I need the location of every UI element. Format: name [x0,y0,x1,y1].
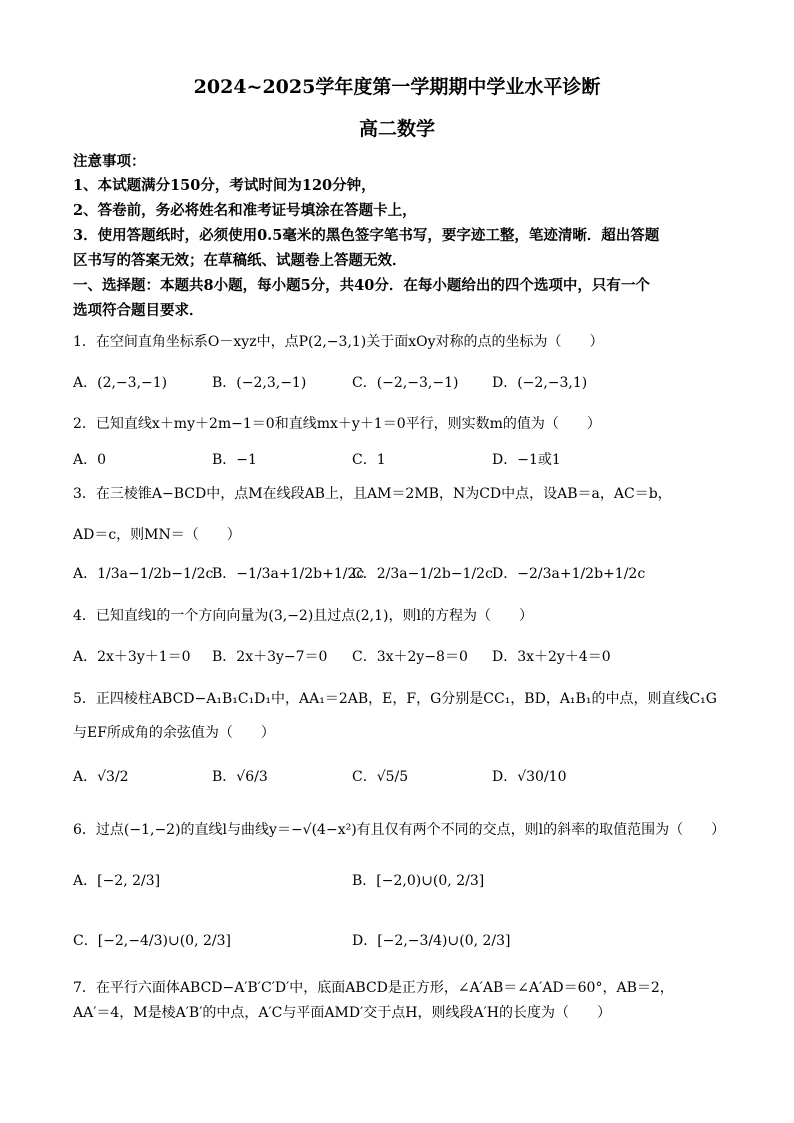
q2-option-c: C．1 [352,452,386,468]
q1-option-b: B．(−2,3,−1) [212,375,307,391]
q2-option-d: D．−1或1 [492,452,561,468]
q4-option-c: C．3x＋2y−8＝0 [352,649,468,665]
exam-subtitle: 高二数学 [358,118,435,140]
notes-item-2: 2、答卷前，务必将姓名和准考证号填涂在答题卡上， [73,202,417,219]
q3-option-a: A．1/3a−1/2b−1/2c [73,566,214,582]
section1-instructions-cont: 选项符合题目要求． [73,302,204,319]
question-2: 2．已知直线x＋my＋2m−1＝0和直线mx＋y＋1＝0平行，则实数m的值为（ ） [73,416,601,432]
exam-title: 2024~2025学年度第一学期期中学业水平诊断 [193,76,601,98]
notes-heading: 注意事项： [73,153,146,170]
q2-option-b: B．−1 [212,452,257,468]
question-1: 1．在空间直角坐标系O－xyz中，点P(2,−3,1)关于面xOy对称的点的坐标为（ ） [73,334,604,350]
q1-option-d: D．(−2,−3,1) [492,375,588,391]
question-3-cont: AD＝c，则MN＝（ ） [73,527,241,543]
q1-option-a: A．(2,−3,−1) [73,375,168,391]
q6-option-b: B．[−2,0)∪(0, 2/3] [352,873,485,889]
q3-option-d: D．−2/3a+1/2b+1/2c [492,566,646,582]
q6-option-a: A．[−2, 2/3] [73,873,161,889]
notes-item-3: 3．使用答题纸时，必须使用0.5毫米的黑色签字笔书写，要字迹工整，笔迹清晰．超出答题 [73,227,660,244]
q6-option-c: C．[−2,−4/3)∪(0, 2/3] [73,933,231,949]
q3-option-c: C．2/3a−1/2b−1/2c [352,566,493,582]
question-5: 5．正四棱柱ABCD−A₁B₁C₁D₁中，AA₁＝2AB，E，F，G分别是CC₁，BD，A₁B₁的中点，则直线C₁G [73,691,717,707]
q2-option-a: A．0 [73,452,107,468]
question-7: 7．在平行六面体ABCD−A′B′C′D′中，底面ABCD是正方形，∠A′AB＝∠A′AD＝60°，AB＝2， [73,980,674,996]
section1-instructions: 一、选择题：本题共8小题，每小题5分，共40分．在每小题给出的四个选项中，只有一个 [73,277,650,294]
q3-option-b: B．−1/3a+1/2b+1/2c [212,566,365,582]
q5-option-b: B．√6/3 [212,769,268,785]
q5-option-d: D．√30/10 [492,769,567,785]
notes-item-1: 1、本试题满分150分，考试时间为120分钟， [73,177,376,194]
question-3: 3．在三棱锥A−BCD中，点M在线段AB上，且AM＝2MB，N为CD中点，设AB＝a，AC＝b， [73,486,672,502]
q4-option-d: D．3x＋2y＋4＝0 [492,649,611,665]
q4-option-b: B．2x＋3y−7＝0 [212,649,328,665]
question-7-cont: AA′＝4，M是棱A′B′的中点，A′C与平面AMD′交于点H，则线段A′H的长度为（ ） [73,1005,611,1021]
question-4: 4．已知直线l的一个方向向量为(3,−2)且过点(2,1)，则l的方程为（ ） [73,608,533,624]
q5-option-c: C．√5/5 [352,769,409,785]
question-5-cont: 与EF所成角的余弦值为（ ） [73,725,275,741]
question-6: 6．过点(−1,−2)的直线l与曲线y＝−√(4−x²)有且仅有两个不同的交点，则l的斜率的取值范围为（ ） [73,822,726,838]
q6-option-d: D．[−2,−3/4)∪(0, 2/3] [352,933,511,949]
q1-option-c: C．(−2,−3,−1) [352,375,459,391]
q5-option-a: A．√3/2 [73,769,129,785]
notes-item-3-cont: 区书写的答案无效；在草稿纸、试题卷上答题无效． [73,252,407,269]
q4-option-a: A．2x＋3y＋1＝0 [73,649,191,665]
